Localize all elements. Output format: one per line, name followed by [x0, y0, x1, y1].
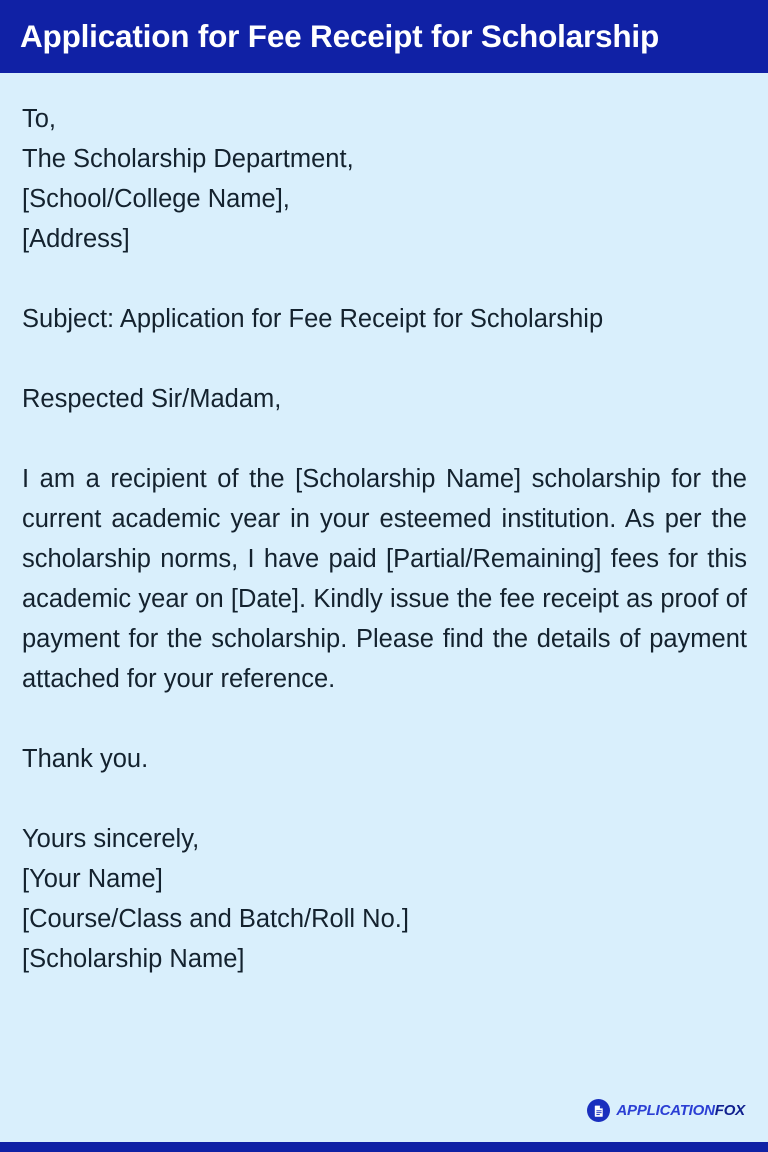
brand-logo-text	[616, 1103, 745, 1118]
recipient-block	[22, 99, 747, 259]
body-paragraph: I am a recipient of the [Scholarship Name] scholarship for the current academic year in your esteemed institution. As per the scholarship norms, I have paid [Partial/Remaining] fees for this academic year on [Date]. Kindly issue the fee receipt as proof of payment for the scholarship. Please find the details of payment attached for your reference.	[22, 465, 747, 693]
page-title: Application for Fee Receipt for Scholarship	[20, 17, 659, 54]
recipient-line-address: [Address]	[22, 225, 130, 253]
closing-block	[22, 819, 747, 979]
spacer-after-salutation	[22, 419, 747, 459]
closing-line-course: [Course/Class and Batch/Roll No.]	[22, 905, 409, 933]
spacer-after-recipient	[22, 259, 747, 299]
page-header	[0, 0, 768, 73]
brand-logo-text-secondary: FOX	[714, 1102, 745, 1119]
brand-logo-text-primary: APPLICATION	[616, 1102, 715, 1119]
spacer-after-body	[22, 699, 747, 739]
closing-line-name: [Your Name]	[22, 865, 163, 893]
closing-line-sincerely: Yours sincerely,	[22, 825, 200, 853]
closing-line-scholarship: [Scholarship Name]	[22, 945, 245, 973]
thanks-line: Thank you.	[22, 745, 149, 773]
letter-content	[0, 73, 768, 1142]
brand-logo	[587, 1099, 745, 1122]
bottom-accent-bar	[0, 1142, 768, 1152]
salutation: Respected Sir/Madam,	[22, 385, 282, 413]
document-circle-icon	[587, 1099, 610, 1122]
recipient-line-to: To,	[22, 105, 57, 133]
spacer-after-subject	[22, 339, 747, 379]
recipient-line-institution: [School/College Name],	[22, 185, 290, 213]
recipient-line-department: The Scholarship Department,	[22, 145, 354, 173]
subject-line: Subject: Application for Fee Receipt for Scholarship	[22, 305, 604, 333]
spacer-after-thanks	[22, 779, 747, 819]
